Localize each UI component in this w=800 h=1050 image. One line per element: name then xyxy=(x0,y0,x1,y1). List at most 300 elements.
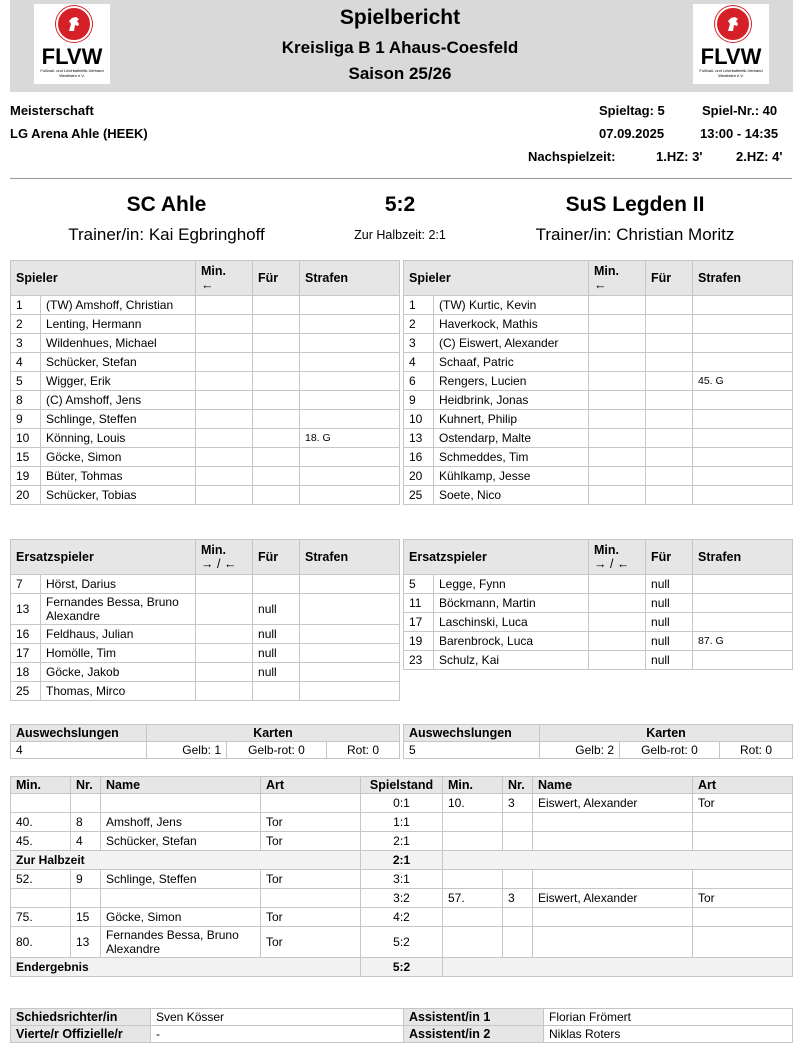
penalty-header: Strafen xyxy=(300,261,400,296)
penalty-cell xyxy=(300,663,400,682)
player-name: Kuhnert, Philip xyxy=(434,410,589,429)
for-cell xyxy=(253,410,300,429)
minute-cell xyxy=(589,632,646,651)
away-event-number: 3 xyxy=(503,889,533,908)
player-row xyxy=(404,410,793,429)
shirt-number: 23 xyxy=(404,651,434,670)
player-row xyxy=(11,682,400,701)
player-name: Legge, Fynn xyxy=(434,575,589,594)
away-event-number xyxy=(503,870,533,889)
penalty-cell xyxy=(300,353,400,372)
away-event-player: Eiswert, Alexander xyxy=(533,889,693,908)
match-date: 07.09.2025 xyxy=(599,126,665,141)
for-cell xyxy=(646,448,693,467)
minute-header xyxy=(196,261,253,296)
player-name: Barenbrock, Luca xyxy=(434,632,589,651)
minute-cell xyxy=(196,663,253,682)
penalty-cell: 45. G xyxy=(693,372,793,391)
for-cell: null xyxy=(646,613,693,632)
penalty-cell xyxy=(300,391,400,410)
minute-label: Min. xyxy=(594,543,620,557)
minute-cell xyxy=(589,594,646,613)
player-row xyxy=(404,334,793,353)
penalty-cell xyxy=(693,486,793,505)
minute-cell xyxy=(196,372,253,391)
away-event-player xyxy=(533,870,693,889)
player-name: Schücker, Tobias xyxy=(41,486,196,505)
shirt-number: 18 xyxy=(11,663,41,682)
minute-cell xyxy=(589,372,646,391)
away-yellow-count: Gelb: 2 xyxy=(540,742,620,759)
shirt-number: 7 xyxy=(11,575,41,594)
minute-cell xyxy=(196,315,253,334)
away-team: SuS Legden II xyxy=(565,193,705,216)
shirt-number: 5 xyxy=(404,575,434,594)
player-name: Schücker, Stefan xyxy=(41,353,196,372)
shirt-number: 1 xyxy=(404,296,434,315)
penalty-cell xyxy=(300,372,400,391)
for-cell xyxy=(253,334,300,353)
minute-cell xyxy=(589,410,646,429)
for-cell xyxy=(646,315,693,334)
penalty-cell xyxy=(693,410,793,429)
shirt-number: 10 xyxy=(11,429,41,448)
event-score: 0:1 xyxy=(361,794,443,813)
for-cell xyxy=(646,467,693,486)
home-event-minute: 75. xyxy=(11,908,71,927)
home-event-type: Tor xyxy=(261,870,361,889)
minute-label: Min. xyxy=(201,264,226,278)
penalty-cell xyxy=(693,651,793,670)
away-event-type xyxy=(693,908,793,927)
home-event-type: Tor xyxy=(261,832,361,851)
penalty-cell xyxy=(300,486,400,505)
for-cell xyxy=(253,296,300,315)
player-row xyxy=(404,467,793,486)
home-event-number: 9 xyxy=(71,870,101,889)
competition: Meisterschaft xyxy=(10,103,94,118)
fourth-official-label: Vierte/r Offizielle/r xyxy=(11,1026,151,1043)
for-header: Für xyxy=(646,540,693,575)
extra-time-label: Nachspielzeit: xyxy=(528,149,616,164)
home-event-player: Amshoff, Jens xyxy=(101,813,261,832)
for-cell xyxy=(646,296,693,315)
report-title: Spielbericht xyxy=(339,6,461,29)
shirt-number: 16 xyxy=(11,625,41,644)
player-row xyxy=(404,448,793,467)
home-event-player: Schlinge, Steffen xyxy=(101,870,261,889)
shirt-number: 15 xyxy=(11,448,41,467)
away-event-type xyxy=(693,832,793,851)
away-lineup-table xyxy=(403,260,793,505)
for-cell xyxy=(253,353,300,372)
shirt-number: 2 xyxy=(11,315,41,334)
minute-arrow-icon: → / ← xyxy=(201,557,237,571)
player-name: Soete, Nico xyxy=(434,486,589,505)
event-summary-row xyxy=(11,958,793,977)
home-event-number: 13 xyxy=(71,927,101,958)
player-header: Ersatzspieler xyxy=(404,540,589,575)
player-name: Laschinski, Luca xyxy=(434,613,589,632)
minute-cell xyxy=(196,486,253,505)
away-event-player: Eiswert, Alexander xyxy=(533,794,693,813)
event-score: 5:2 xyxy=(361,927,443,958)
penalty-cell xyxy=(300,315,400,334)
shirt-number: 25 xyxy=(11,682,41,701)
minute-cell xyxy=(196,391,253,410)
for-cell xyxy=(646,353,693,372)
player-name: Könning, Louis xyxy=(41,429,196,448)
home-event-number: 15 xyxy=(71,908,101,927)
player-row xyxy=(404,575,793,594)
shirt-number: 4 xyxy=(404,353,434,372)
venue: LG Arena Ahle (HEEK) xyxy=(10,126,148,141)
assistant1-label: Assistent/in 1 xyxy=(404,1009,544,1026)
minute-cell xyxy=(196,296,253,315)
event-row xyxy=(11,794,793,813)
penalty-cell xyxy=(300,448,400,467)
away-event-type xyxy=(693,813,793,832)
minute-cell xyxy=(196,429,253,448)
player-name: Fernandes Bessa, Bruno Alexandre xyxy=(41,594,196,625)
for-cell: null xyxy=(646,651,693,670)
home-event-type xyxy=(261,794,361,813)
event-row xyxy=(11,832,793,851)
shirt-number: 5 xyxy=(11,372,41,391)
away-event-number xyxy=(503,908,533,927)
cards-header: Karten xyxy=(540,725,793,742)
event-score: 3:1 xyxy=(361,870,443,889)
flvw-logo-right: FLVW Fußball- und Leichtathletik-Verband Westfalen e.V. xyxy=(693,4,769,84)
for-header: Für xyxy=(253,261,300,296)
event-summary-filler xyxy=(443,851,793,870)
penalty-cell xyxy=(693,315,793,334)
for-cell xyxy=(646,372,693,391)
player-row xyxy=(11,467,400,486)
away-event-player xyxy=(533,908,693,927)
player-name: (C) Amshoff, Jens xyxy=(41,391,196,410)
away-event-minute xyxy=(443,813,503,832)
event-score: 1:1 xyxy=(361,813,443,832)
home-team: SC Ahle xyxy=(126,193,207,216)
player-row xyxy=(404,315,793,334)
player-name: Homölle, Tim xyxy=(41,644,196,663)
penalty-cell xyxy=(693,467,793,486)
referee-name: Sven Kösser xyxy=(151,1009,404,1026)
player-name: Wildenhues, Michael xyxy=(41,334,196,353)
minute-cell xyxy=(589,486,646,505)
away-event-minute: 57. xyxy=(443,889,503,908)
event-row xyxy=(11,908,793,927)
assistant2-label: Assistent/in 2 xyxy=(404,1026,544,1043)
event-nr-header: Nr. xyxy=(71,777,101,794)
player-row xyxy=(11,625,400,644)
event-row xyxy=(11,870,793,889)
minute-cell xyxy=(589,296,646,315)
fourth-official-name: - xyxy=(151,1026,404,1043)
home-event-type: Tor xyxy=(261,927,361,958)
home-event-number xyxy=(71,889,101,908)
player-row xyxy=(404,296,793,315)
minute-cell xyxy=(589,575,646,594)
player-row xyxy=(404,594,793,613)
away-event-minute: 10. xyxy=(443,794,503,813)
home-event-minute: 40. xyxy=(11,813,71,832)
penalty-cell xyxy=(300,467,400,486)
home-event-minute xyxy=(11,889,71,908)
minute-cell xyxy=(196,467,253,486)
subs-count-header: Auswechslungen xyxy=(11,725,147,742)
penalty-cell xyxy=(300,575,400,594)
home-event-player: Göcke, Simon xyxy=(101,908,261,927)
for-cell xyxy=(253,372,300,391)
event-summary-row xyxy=(11,851,793,870)
home-event-player: Fernandes Bessa, Bruno Alexandre xyxy=(101,927,261,958)
shirt-number: 3 xyxy=(11,334,41,353)
penalty-cell xyxy=(693,429,793,448)
away-event-type: Tor xyxy=(693,794,793,813)
player-row xyxy=(404,651,793,670)
shirt-number: 13 xyxy=(404,429,434,448)
minute-cell xyxy=(589,613,646,632)
penalty-cell xyxy=(693,296,793,315)
for-cell xyxy=(253,448,300,467)
for-cell xyxy=(253,575,300,594)
for-cell xyxy=(253,486,300,505)
minute-cell xyxy=(196,682,253,701)
for-cell xyxy=(253,315,300,334)
penalty-cell xyxy=(693,448,793,467)
shirt-number: 6 xyxy=(404,372,434,391)
event-type-header: Art xyxy=(693,777,793,794)
away-event-minute xyxy=(443,832,503,851)
for-cell: null xyxy=(646,594,693,613)
home-event-minute xyxy=(11,794,71,813)
match-time: 13:00 - 14:35 xyxy=(700,126,779,141)
minute-cell xyxy=(589,334,646,353)
player-name: Büter, Tohmas xyxy=(41,467,196,486)
event-row xyxy=(11,927,793,958)
player-name: Kühlkamp, Jesse xyxy=(434,467,589,486)
home-red-count: Rot: 0 xyxy=(327,742,400,759)
event-type-header: Art xyxy=(261,777,361,794)
home-event-minute: 80. xyxy=(11,927,71,958)
minute-cell xyxy=(589,651,646,670)
player-row xyxy=(11,594,400,625)
away-summary-table xyxy=(403,724,793,759)
match-events-table xyxy=(10,776,793,977)
minute-header xyxy=(196,540,253,575)
player-row xyxy=(11,663,400,682)
player-row xyxy=(404,372,793,391)
player-row xyxy=(404,632,793,651)
player-name: Göcke, Simon xyxy=(41,448,196,467)
event-score: 5:2 xyxy=(361,958,443,977)
event-score: 2:1 xyxy=(361,851,443,870)
home-yellowred-count: Gelb-rot: 0 xyxy=(227,742,327,759)
shirt-number: 2 xyxy=(404,315,434,334)
player-row xyxy=(11,296,400,315)
assistant1-name: Florian Frömert xyxy=(544,1009,793,1026)
penalty-cell: 18. G xyxy=(300,429,400,448)
for-cell xyxy=(646,410,693,429)
shirt-number: 20 xyxy=(404,467,434,486)
for-cell: null xyxy=(253,594,300,625)
penalty-cell xyxy=(300,625,400,644)
away-event-number: 3 xyxy=(503,794,533,813)
minute-header xyxy=(589,261,646,296)
away-event-minute xyxy=(443,927,503,958)
shirt-number: 9 xyxy=(11,410,41,429)
minute-cell xyxy=(196,575,253,594)
player-row xyxy=(11,410,400,429)
penalty-cell xyxy=(300,334,400,353)
league-name: Kreisliga B 1 Ahaus-Coesfeld xyxy=(281,38,519,57)
shirt-number: 8 xyxy=(11,391,41,410)
minute-header xyxy=(589,540,646,575)
event-summary-filler xyxy=(443,958,793,977)
player-row xyxy=(11,429,400,448)
away-event-player xyxy=(533,832,693,851)
shirt-number: 10 xyxy=(404,410,434,429)
minute-cell xyxy=(196,410,253,429)
home-event-type: Tor xyxy=(261,908,361,927)
event-summary-label: Zur Halbzeit xyxy=(11,851,361,870)
for-cell: null xyxy=(253,644,300,663)
halftime-score: Zur Halbzeit: 2:1 xyxy=(354,228,446,242)
for-cell xyxy=(646,429,693,448)
matchday: Spieltag: 5 xyxy=(599,103,665,118)
player-name: (C) Eiswert, Alexander xyxy=(434,334,589,353)
for-header: Für xyxy=(646,261,693,296)
minute-cell xyxy=(196,448,253,467)
shirt-number: 16 xyxy=(404,448,434,467)
away-coach: Trainer/in: Christian Moritz xyxy=(535,225,735,244)
event-min-header: Min. xyxy=(11,777,71,794)
player-header: Spieler xyxy=(11,261,196,296)
away-event-type xyxy=(693,870,793,889)
player-name: Wigger, Erik xyxy=(41,372,196,391)
minute-cell xyxy=(589,353,646,372)
home-summary-table xyxy=(10,724,400,759)
penalty-cell xyxy=(693,353,793,372)
shirt-number: 19 xyxy=(11,467,41,486)
officials-table xyxy=(10,1008,793,1043)
minute-arrow-icon: ← xyxy=(201,278,214,292)
shirt-number: 3 xyxy=(404,334,434,353)
home-event-type: Tor xyxy=(261,813,361,832)
player-row xyxy=(404,486,793,505)
flvw-logo-left: FLVW Fußball- und Leichtathletik-Verband Westfalen e.V. xyxy=(34,4,110,84)
player-header: Spieler xyxy=(404,261,589,296)
event-score-header: Spielstand xyxy=(361,777,443,794)
event-summary-label: Endergebnis xyxy=(11,958,361,977)
for-cell xyxy=(646,486,693,505)
season: Saison 25/26 xyxy=(348,64,452,83)
away-event-minute xyxy=(443,908,503,927)
penalty-cell xyxy=(300,682,400,701)
home-event-minute: 52. xyxy=(11,870,71,889)
for-cell: null xyxy=(646,632,693,651)
home-subs-table xyxy=(10,539,400,701)
player-row xyxy=(11,486,400,505)
home-subs-count: 4 xyxy=(11,742,147,759)
player-row xyxy=(404,353,793,372)
shirt-number: 11 xyxy=(404,594,434,613)
minute-arrow-icon: ← xyxy=(594,278,607,292)
referee-label: Schiedsrichter/in xyxy=(11,1009,151,1026)
away-event-player xyxy=(533,927,693,958)
penalty-cell xyxy=(300,594,400,625)
player-name: Göcke, Jakob xyxy=(41,663,196,682)
event-score: 4:2 xyxy=(361,908,443,927)
home-event-player xyxy=(101,889,261,908)
player-row xyxy=(11,372,400,391)
player-row xyxy=(11,575,400,594)
player-name: Feldhaus, Julian xyxy=(41,625,196,644)
assistant2-name: Niklas Roters xyxy=(544,1026,793,1043)
penalty-cell xyxy=(693,334,793,353)
home-event-type xyxy=(261,889,361,908)
away-event-number xyxy=(503,927,533,958)
player-name: Schmeddes, Tim xyxy=(434,448,589,467)
home-yellow-count: Gelb: 1 xyxy=(147,742,227,759)
away-subs-table xyxy=(403,539,793,670)
player-name: Rengers, Lucien xyxy=(434,372,589,391)
player-name: (TW) Amshoff, Christian xyxy=(41,296,196,315)
penalty-cell: 87. G xyxy=(693,632,793,651)
penalty-cell xyxy=(300,296,400,315)
player-name: Schaaf, Patric xyxy=(434,353,589,372)
penalty-cell xyxy=(693,391,793,410)
event-score: 2:1 xyxy=(361,832,443,851)
player-name: Haverkock, Mathis xyxy=(434,315,589,334)
home-event-number: 8 xyxy=(71,813,101,832)
minute-cell xyxy=(589,315,646,334)
subs-count-header: Auswechslungen xyxy=(404,725,540,742)
shirt-number: 25 xyxy=(404,486,434,505)
minute-cell xyxy=(589,448,646,467)
penalty-cell xyxy=(300,644,400,663)
minute-cell xyxy=(589,391,646,410)
penalty-cell xyxy=(693,613,793,632)
penalty-header: Strafen xyxy=(300,540,400,575)
away-red-count: Rot: 0 xyxy=(720,742,793,759)
penalty-cell xyxy=(300,410,400,429)
extra-time-second-half: 2.HZ: 4' xyxy=(736,149,783,164)
minute-cell xyxy=(196,625,253,644)
final-score: 5:2 xyxy=(384,193,416,216)
for-cell xyxy=(646,391,693,410)
event-name-header: Name xyxy=(101,777,261,794)
player-name: Lenting, Hermann xyxy=(41,315,196,334)
home-event-number xyxy=(71,794,101,813)
player-row xyxy=(11,315,400,334)
player-name: (TW) Kurtic, Kevin xyxy=(434,296,589,315)
player-name: Thomas, Mirco xyxy=(41,682,196,701)
shirt-number: 17 xyxy=(11,644,41,663)
home-event-player: Schücker, Stefan xyxy=(101,832,261,851)
shirt-number: 19 xyxy=(404,632,434,651)
event-name-header: Name xyxy=(533,777,693,794)
minute-label: Min. xyxy=(201,543,227,557)
for-cell xyxy=(646,334,693,353)
player-row xyxy=(404,429,793,448)
home-event-number: 4 xyxy=(71,832,101,851)
shirt-number: 9 xyxy=(404,391,434,410)
player-row xyxy=(11,353,400,372)
minute-cell xyxy=(196,594,253,625)
